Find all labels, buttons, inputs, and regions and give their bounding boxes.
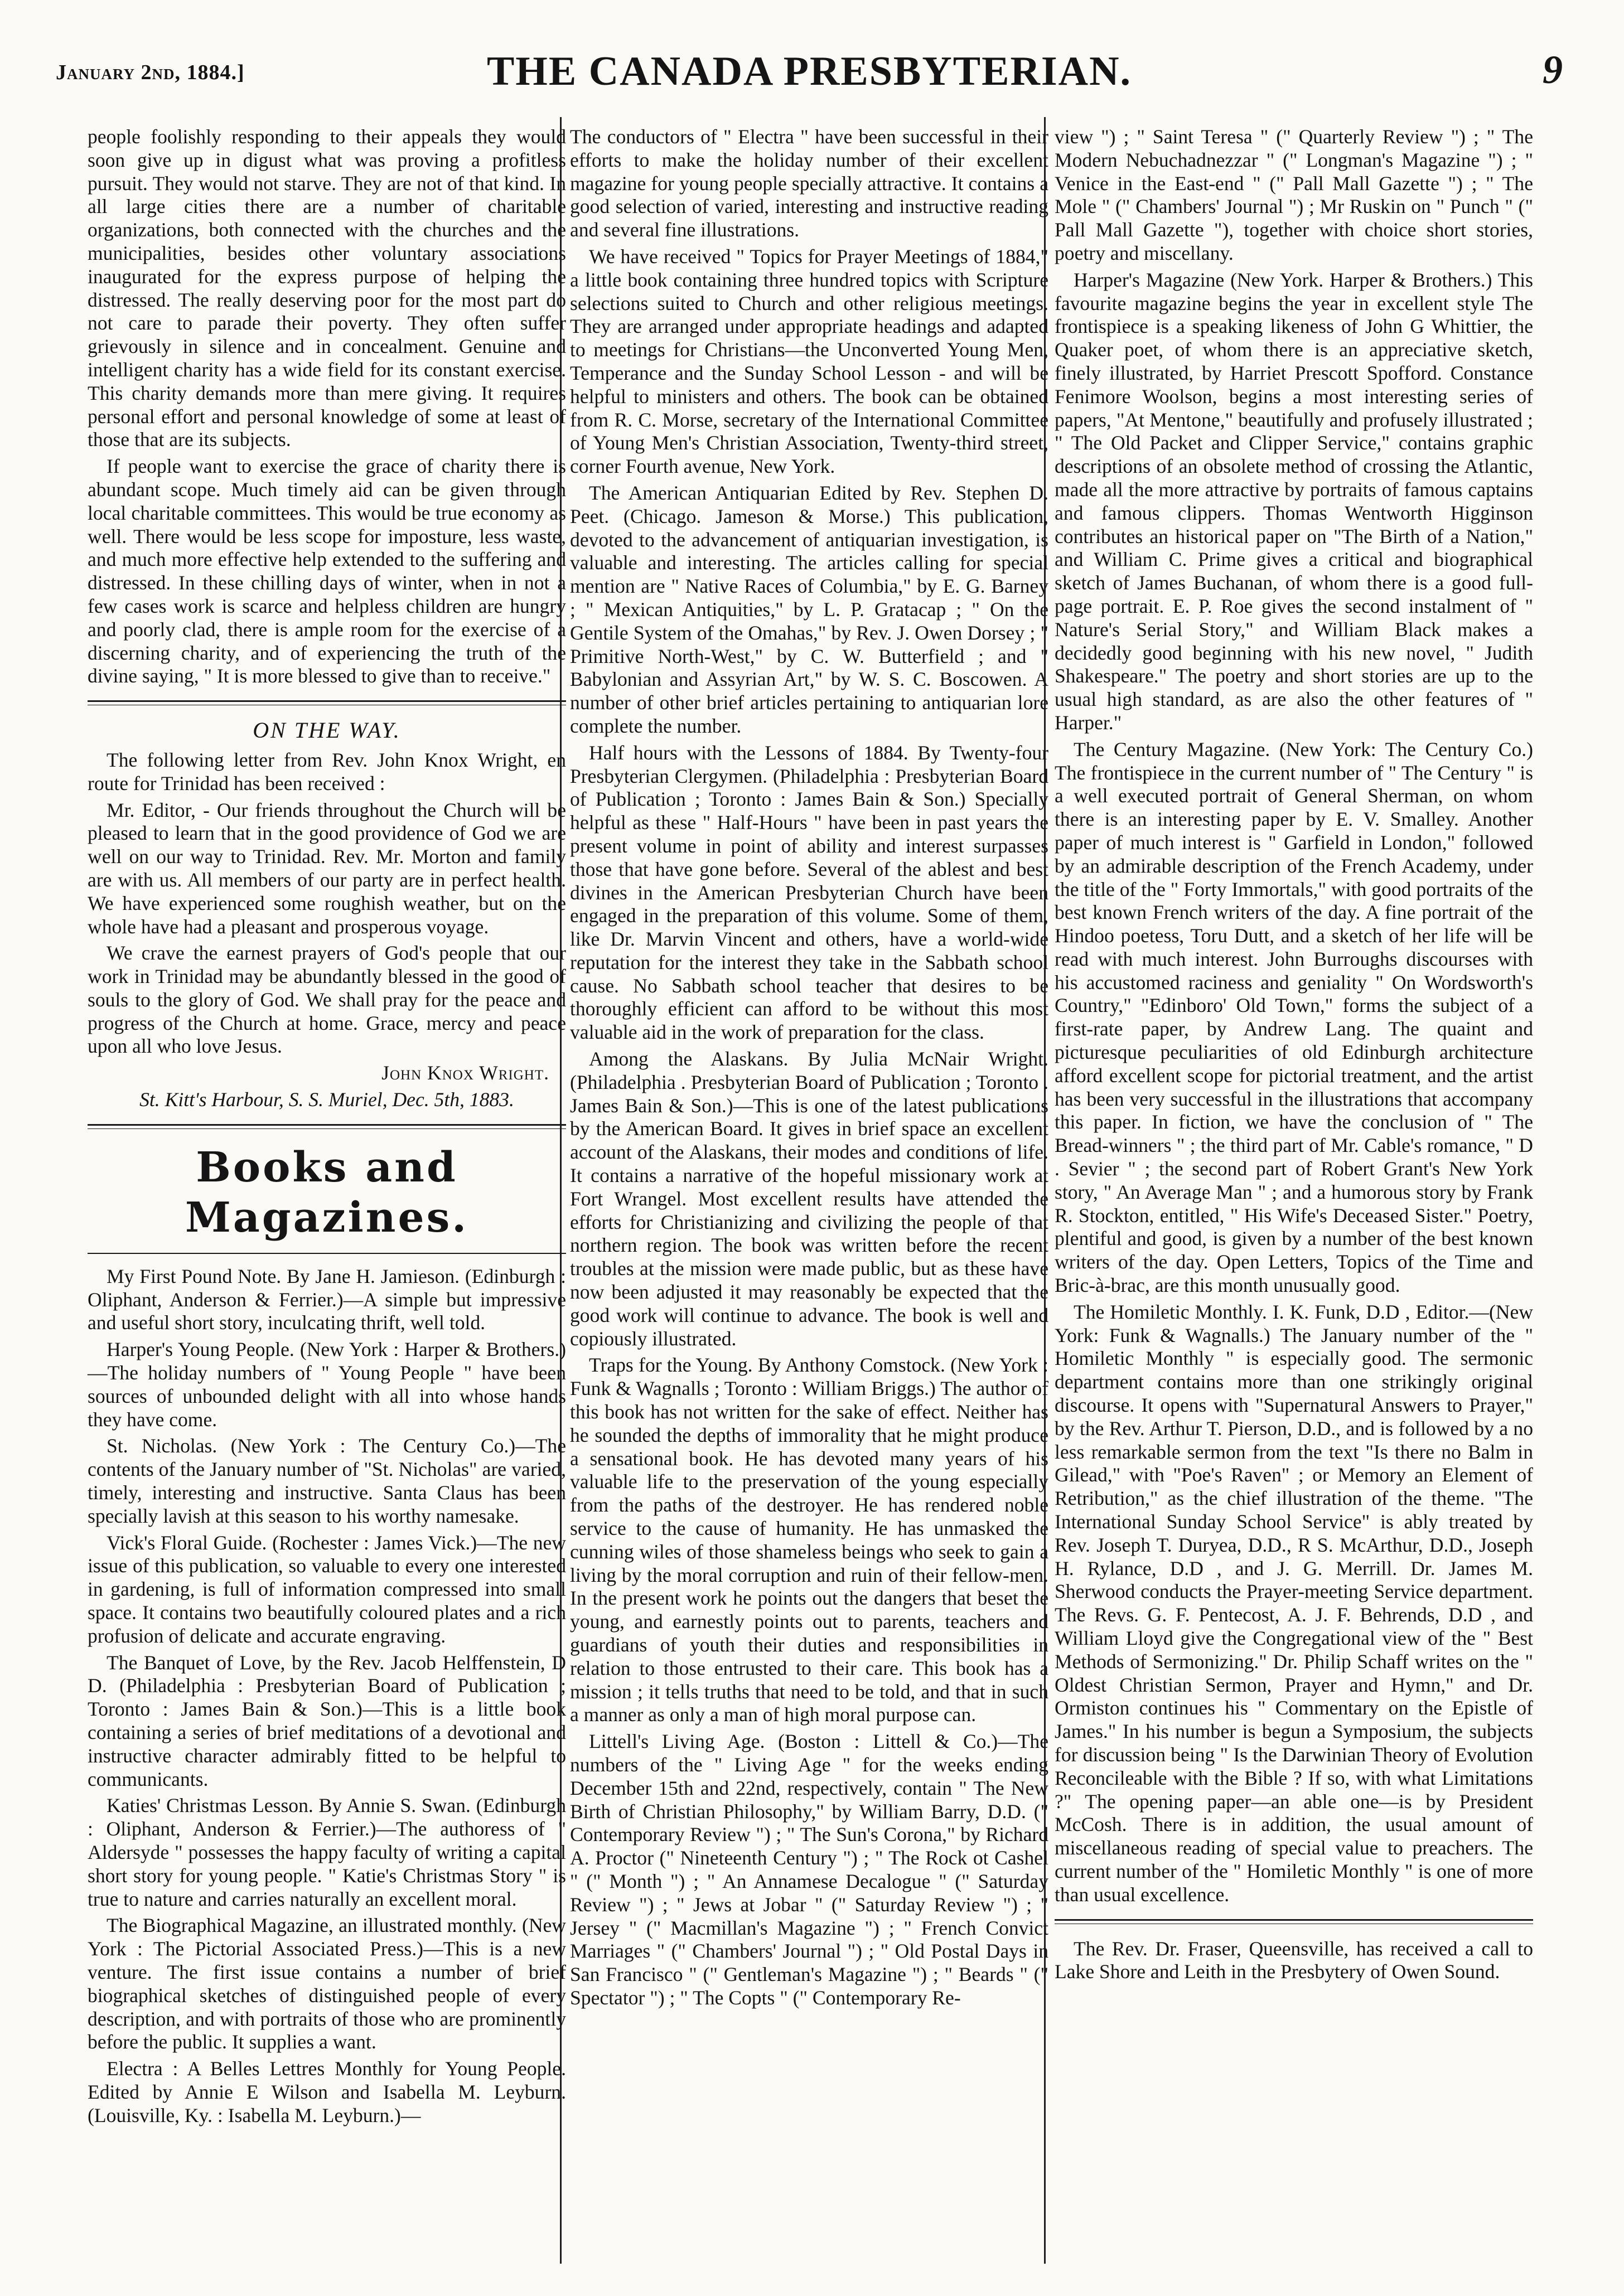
section-heading-books-and-magazines: Books and Magazines. (185, 1143, 468, 1242)
review-entry: The Homiletic Monthly. I. K. Funk, D.D , Editor.—(New York: Funk & Wagnalls.) The January number of the " Homiletic Monthly " is especially good. The sermonic department contains more than one strikingly original discourse. It opens with "Supernatural Answers to Prayer," by the Rev. Arthur T. Pierson, D.D., and is followed by a no less remarkable sermon from the text "Is there no Balm in Gilead," with "Poe's Raven" ; or Memory an Element of Retribution," as the chief illustration of the theme. "The International Sunday School Service" is ably treated by Rev. Joseph T. Duryea, D.D., R S. McArthur, D.D., Joseph H. Rylance, D.D , and J. G. Merrill. Dr. James M. Sherwood conducts the Prayer-meeting Service department. The Revs. G. F. Pentecost, A. J. F. Behrends, D.D , and William Lloyd give the Congregational view of the " Best Methods of Sermonizing." Dr. Philip Schaff writes on the " Oldest Christian Sermon, Prayer and Hymn," and Dr. Ormiston continues his " Commentary on the Epistle of James." In his number is begun a Symposium, the subjects for discussion being " Is the Darwinian Theory of Evolution Reconcileable with the Bible ? If so, with what Limitations ?" The opening paper—an able one—is by President McCosh. There is in addition, the usual amount of miscellaneous reading of special value to preachers. The current number of the " Homiletic Monthly " is one of more than usual excellence. (1055, 1300, 1533, 1906)
letter-intro: The following letter from Rev. John Knox Wright, en route for Trinidad has been received : (88, 748, 566, 795)
review-entry: Vick's Floral Guide. (Rochester : James Vick.)—The new issue of this publication, so valuable to every one interested in gardening, is full of information compressed into small space. It contains two beautifully coloured plates and a rich profusion of delicate and accurate engraving. (88, 1531, 566, 1647)
column-3 (1055, 125, 1533, 1987)
issue-date: January 2nd, 1884.] (56, 61, 245, 84)
section-divider (1055, 1919, 1533, 1924)
review-entry: Traps for the Young. By Anthony Comstock. (New York : Funk & Wagnalls ; Toronto : William Briggs.) The author of this book has not written for the sake of effect. Neither has he sounded the depths of immorality that he might produce a sensational book. He has devoted many years of his valuable life to the preservation of the young especially from the paths of the destroyer. He has rendered noble service to the cause of humanity. He has unmasked the cunning wiles of those shameless beings who seek to gain a living by the moral corruption and ruin of their fellow-men. In the present work he points out the dangers that beset the young, and earnestly points out to parents, teachers and guardians of youth their duties and responsibilities in relation to those entrusted to their care. This book has a mission ; it tells truths that need to be told, and that in such a manner as only a man of high moral purpose can. (570, 1354, 1048, 1726)
review-entry: The Banquet of Love, by the Rev. Jacob Helffenstein, D D. (Philadelphia : Presbyterian Board of Publication ; Toronto : James Bain & Son.)—This is a little book containing a series of brief meditations of a devotional and instructive character admirably fitted to be helpful to communicants. (88, 1651, 566, 1790)
section-divider (88, 1253, 566, 1254)
review-entry: The American Antiquarian Edited by Rev. Stephen D. Peet. (Chicago. Jameson & Morse.) This publication, devoted to the advancement of antiquarian investigation, is valuable and interesting. The articles calling for special mention are " Native Races of Columbia," by E. G. Barney ; " Mexican Antiquities," by L. P. Gratacap ; " On the Gentile System of the Omahas," by Rev. J. Owen Dorsey ; " Primitive North-West," by C. W. Butterfield ; and " Babylonian and Assyrian Art," by W. S. C. Boscowen. A number of other brief articles pertaining to antiquarian lore complete the number. (570, 481, 1048, 737)
column-2 (570, 125, 1048, 2013)
page-number: 9 (1543, 47, 1563, 92)
review-entry: St. Nicholas. (New York : The Century Co.)—The contents of the January number of "St. Nicholas" are varied, timely, interesting and instructive. Santa Claus has been specially lavish at this season to his worthy namesake. (88, 1435, 566, 1527)
review-entry: We have received " Topics for Prayer Meetings of 1884," a little book containing three hundred topics with Scripture selections suited to Church and other religious meetings. They are arranged under appropriate headings and adapted to meetings for Christians—the Unconverted Young Men, Temperance and the Sunday School Lesson - and will be helpful to ministers and others. The book can be obtained from R. C. Morse, secretary of the International Committee of Young Men's Christian Association, Twenty-third street, corner Fourth avenue, New York. (570, 245, 1048, 478)
review-entry: view ") ; " Saint Teresa " (" Quarterly Review ") ; " The Modern Nebuchadnezzar " (" Longman's Magazine ") ; " Venice in the East-end " (" Pall Mall Gazette ") ; " The Mole " (" Chambers' Journal ") ; Mr Ruskin on " Punch " (" Pall Mall Gazette "), together with choice short stories, poetry and miscellany. (1055, 125, 1533, 264)
review-entry: The conductors of " Electra " have been successful in their efforts to make the holiday number of their excellent magazine for young people specially attractive. It contains a good selection of varied, interesting and instructive reading and several fine illustrations. (570, 125, 1048, 241)
letter-paragraph: We crave the earnest prayers of God's people that our work in Trinidad may be abundantly blessed in the good of souls to the glory of God. We shall pray for the peace and progress of the Church at home. Grace, mercy and peace upon all who love Jesus. (88, 942, 566, 1058)
column-1 (88, 125, 566, 2131)
review-entry: Among the Alaskans. By Julia McNair Wright. (Philadelphia . Presbyterian Board of Publication ; Toronto . James Bain & Son.)—This is one of the latest publications by the American Board. It gives in brief space an excellent account of the Alaskans, their modes and conditions of life. It contains a narrative of the hopeful missionary work at Fort Wrangel. Most excellent results have attended the efforts for Christianizing and civilizing the people of that northern region. The book was written before the recent troubles at the mission were made public, but as these have now been adjusted it may reasonably be expected that the good work will continue to advance. The book is well and copiously illustrated. (570, 1048, 1048, 1350)
review-entry: Half hours with the Lessons of 1884. By Twenty-four Presbyterian Clergymen. (Philadelphia : Presbyterian Board of Publication ; Toronto : James Bain & Son.) Specially helpful as these " Half-Hours " have been in past years the present volume in point of ability and interest surpasses those that have gone before. Several of the ablest and best divines in the American Presbyterian Church have been engaged in the preparation of this volume. Some of them, like Dr. Marvin Vincent and others, have a world-wide reputation for the interest they take in the Sabbath school cause. No Sabbath school teacher that desires to be thoroughly efficient can afford to be without this most valuable aid in the work of preparation for the class. (570, 741, 1048, 1044)
review-entry: My First Pound Note. By Jane H. Jamieson. (Edinburgh : Oliphant, Anderson & Ferrier.)—A simple but impressive and useful short story, inculcating thrift, well told. (88, 1265, 566, 1334)
running-head (56, 45, 1563, 112)
letter-paragraph: Mr. Editor, - Our friends throughout the Church will be pleased to learn that in the good providence of God we are well on our way to Trinidad. Rev. Mr. Morton and family are with us. All members of our party are in perfect health. We have experienced some roughish weather, but on the whole have had a pleasant and prosperous voyage. (88, 798, 566, 938)
review-entry: The Biographical Magazine, an illustrated monthly. (New York : The Pictorial Associated Press.)—This is a new venture. The first issue contains a number of brief biographical sketches of distinguished people of every description, and with portraits of those who are prominently before the public. It supplies a want. (88, 1914, 566, 2053)
masthead-title: THE CANADA PRESBYTERIAN. (486, 49, 1132, 94)
review-entry: Katies' Christmas Lesson. By Annie S. Swan. (Edinburgh : Oliphant, Anderson & Ferrier.)—The authoress of " Aldersyde " possesses the happy faculty of writing a capital short story for young people. " Katie's Christmas Story " is true to nature and carries naturally an excellent moral. (88, 1794, 566, 1910)
section-divider (88, 1124, 566, 1129)
letter-dateline: St. Kitt's Harbour, S. S. Muriel, Dec. 5th, 1883. (139, 1088, 514, 1111)
review-entry: Electra : A Belles Lettres Monthly for Young People. Edited by Annie E Wilson and Isabella M. Leyburn. (Louisville, Ky. : Isabella M. Leyburn.)— (88, 2057, 566, 2127)
review-entry: Harper's Young People. (New York : Harper & Brothers.)—The holiday numbers of " Young People " have been sources of unbounded delight with all into whose hands they have come. (88, 1338, 566, 1431)
article-paragraph: people foolishly responding to their appeals they would soon give up in digust what was proving a profitless pursuit. They would not starve. They are not of that kind. In all large cities there are a number of charitable organizations, both connected with the churches and the municipalities, besides other voluntary associations inaugurated for the express purpose of helping the distressed. The really deserving poor for the most part do not care to parade their poverty. They often suffer grievously in silence and in concealment. Genuine and intelligent charity has a wide field for its constant exercise. This charity demands more than mere giving. It requires personal effort and personal knowledge of some at least of those that are its subjects. (88, 125, 566, 451)
section-heading-on-the-way: ON THE WAY. (253, 718, 401, 743)
section-divider (88, 700, 566, 705)
review-entry: Harper's Magazine (New York. Harper & Brothers.) This favourite magazine begins the year in excellent style The frontispiece is a speaking likeness of John G Whittier, the Quaker poet, of whom there is an appreciative sketch, finely illustrated, by Harriet Prescott Spofford. Constance Fenimore Woolson, begins a most interesting series of papers, "At Mentone," beautifully and profusely illustrated ; " The Old Packet and Clipper Service," contains graphic descriptions of an obsolete method of crossing the Atlantic, made all the more attractive by portraits of famous captains and famous clippers. Thomas Wentworth Higginson contributes an historical paper on "The Birth of a Nation," and William C. Prime gives a critical and biographical sketch of James Buchanan, of whom there is a good full-page portrait. E. P. Roe gives the second instalment of " Nature's Serial Story," and William Black makes a decidedly good beginning with his new novel, " Judith Shakespeare." The poetry and short stories are up to the usual high standard, as are also the other features of " Harper." (1055, 268, 1533, 734)
review-entry: Littell's Living Age. (Boston : Littell & Co.)—The numbers of the " Living Age " for the weeks ending December 15th and 22nd, respectively, contain " The New Birth of Christian Philosophy," by William Barry, D.D. (" Contemporary Review ") ; " The Sun's Corona," by Richard A. Proctor (" Nineteenth Century ") ; " The Rock ot Cashel " (" Month ") ; " An Annamese Decalogue " (" Saturday Review ") ; " Jews at Jobar " (" Saturday Review ") ; " Jersey " (" Macmillan's Magazine ") ; " French Convict Marriages " (" Chambers' Journal ") ; " Old Postal Days in San Francisco " (" Gentleman's Magazine ") ; " Beards " (" Spectator ") ; " The Copts " (" Contemporary Re- (570, 1730, 1048, 2009)
news-item: The Rev. Dr. Fraser, Queensville, has received a call to Lake Shore and Leith in the Presbytery of Owen Sound. (1055, 1937, 1533, 1983)
letter-signature: John Knox Wright. (381, 1062, 549, 1084)
review-entry: The Century Magazine. (New York: The Century Co.) The frontispiece in the current number of " The Century " is a well executed portrait of General Sherman, on whom there is an interesting paper by E. V. Smalley. Another paper of much interest is " Garfield in London," followed by an admirable description of the French Academy, under the title of the " Forty Immortals," with good portraits of the best known French writers of the day. A fine portrait of the Hindoo poetess, Toru Dutt, and a sketch of her life will be read with much interest. John Burroughs discourses with his accustomed raciness and geniality " On Wordsworth's Country," "Edinboro' Old Town," forms the subject of a first-rate paper, by Andrew Lang. The quaint and picturesque peculiarities of old Edinburgh architecture afford excellent scope for pictorial treatment, and the artist has been very successful in the illustrations that accompany this paper. In fiction, we have the conclusion of " The Bread-winners " ; the third part of Mr. Cable's romance, " D . Sevier " ; the second part of Robert Grant's New York story, " An Average Man " ; and a humorous story by Frank R. Stockton, entitled, " His Wife's Deceased Sister." Poetry, plentiful and good, is given by a number of the best known writers of the day. Open Letters, Topics of the Time and Bric-à-brac, are this month unusually good. (1055, 738, 1533, 1297)
article-paragraph: If people want to exercise the grace of charity there is abundant scope. Much timely aid can be given through local charitable committees. This would be true economy as well. There would be less scope for imposture, less waste, and much more effective help extended to the suffering and distressed. In these chilling days of winter, when in not a few cases work is scarce and helpless children are hungry and poorly clad, there is ample room for the exercise of a discerning charity, and of experiencing the truth of the divine saying, " It is more blessed to give than to receive." (88, 455, 566, 687)
